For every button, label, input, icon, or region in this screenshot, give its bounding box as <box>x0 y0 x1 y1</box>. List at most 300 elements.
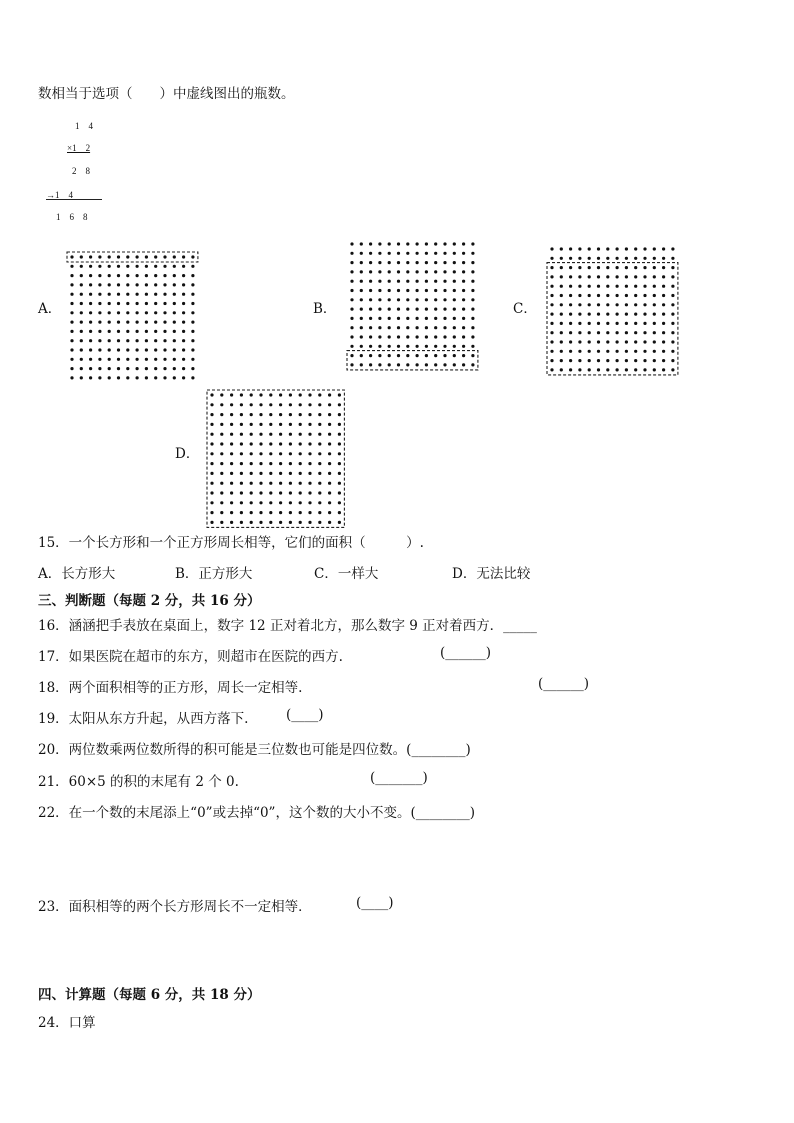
grid-dot <box>328 423 331 426</box>
grid-dot <box>625 359 628 362</box>
grid-dot <box>210 433 213 436</box>
grid-dot <box>397 242 400 245</box>
grid-dot <box>360 317 363 320</box>
grid-dot <box>671 350 674 353</box>
grid-dot <box>70 255 73 258</box>
grid-dot <box>560 340 563 343</box>
grid-dot <box>328 442 331 445</box>
grid-dot <box>328 452 331 455</box>
grid-dot <box>136 376 139 379</box>
grid-dot <box>378 252 381 255</box>
grid-dot <box>416 335 419 338</box>
grid-dot <box>416 270 419 273</box>
grid-dot <box>338 491 341 494</box>
grid-dot <box>259 491 262 494</box>
grid-dot <box>597 350 600 353</box>
grid-dot <box>173 265 176 268</box>
grid-dot <box>220 433 223 436</box>
grid-dot <box>230 442 233 445</box>
grid-dot <box>550 331 553 334</box>
grid-dot <box>388 252 391 255</box>
grid-dot <box>434 242 437 245</box>
grid-dot <box>606 340 609 343</box>
grid-dot <box>328 403 331 406</box>
grid-dot <box>299 433 302 436</box>
grid-dot <box>240 521 243 524</box>
grid-dot <box>616 257 619 260</box>
grid-dot <box>578 359 581 362</box>
grid-dot <box>80 348 83 351</box>
grid-dot <box>443 326 446 329</box>
grid-dot <box>220 511 223 514</box>
grid-dot <box>425 345 428 348</box>
grid-dot <box>671 294 674 297</box>
grid-dot <box>269 501 272 504</box>
grid-dot <box>279 393 282 396</box>
grid-dot <box>173 283 176 286</box>
q15-option-d: D．无法比较 <box>452 566 531 582</box>
grid-dot <box>145 274 148 277</box>
grid-dot <box>191 311 194 314</box>
grid-dot <box>182 339 185 342</box>
grid-dot <box>108 358 111 361</box>
grid-dot <box>240 482 243 485</box>
grid-dot <box>126 348 129 351</box>
mult-line-5: 1 6 8 <box>56 212 88 222</box>
grid-dot <box>388 298 391 301</box>
grid-dot <box>145 358 148 361</box>
grid-dot <box>416 252 419 255</box>
grid-dot <box>653 275 656 278</box>
grid-dot <box>397 345 400 348</box>
grid-dot <box>230 482 233 485</box>
grid-dot <box>89 293 92 296</box>
mult-underline <box>46 199 102 200</box>
grid-dot <box>289 482 292 485</box>
grid-dot <box>671 247 674 250</box>
grid-dot <box>70 367 73 370</box>
grid-dot <box>318 393 321 396</box>
grid-dot <box>388 270 391 273</box>
grid-dot <box>80 302 83 305</box>
grid-dot <box>671 368 674 371</box>
grid-dot <box>471 308 474 311</box>
grid-dot <box>173 274 176 277</box>
grid-dot <box>416 317 419 320</box>
grid-dot <box>471 326 474 329</box>
grid-dot <box>191 283 194 286</box>
grid-dot <box>230 452 233 455</box>
grid-dot <box>299 511 302 514</box>
grid-dot <box>606 350 609 353</box>
q19-answer-blank[interactable]: (____) <box>286 707 324 723</box>
grid-dot <box>108 265 111 268</box>
grid-dot <box>406 317 409 320</box>
grid-dot <box>634 257 637 260</box>
grid-dot <box>350 363 353 366</box>
grid-dot <box>360 335 363 338</box>
grid-dot <box>471 317 474 320</box>
grid-dot <box>108 367 111 370</box>
grid-dot <box>308 452 311 455</box>
q17: 17．如果医院在超市的东方，则超市在医院的西方. <box>38 649 343 665</box>
grid-dot <box>108 274 111 277</box>
grid-dot <box>98 283 101 286</box>
option-c-label: C． <box>513 301 537 317</box>
q15-option-a: A．长方形大 <box>38 566 116 582</box>
q15-option-b: B．正方形大 <box>175 566 253 582</box>
grid-dot <box>578 303 581 306</box>
grid-dot <box>643 275 646 278</box>
grid-dot <box>560 275 563 278</box>
grid-dot <box>606 257 609 260</box>
grid-dot <box>230 491 233 494</box>
grid-dot <box>163 311 166 314</box>
grid-dot <box>378 280 381 283</box>
grid-dot <box>634 350 637 353</box>
grid-dot <box>550 322 553 325</box>
grid-dot <box>89 367 92 370</box>
grid-dot <box>350 308 353 311</box>
grid-dot <box>98 265 101 268</box>
grid-dot <box>471 345 474 348</box>
grid-dot <box>70 330 73 333</box>
grid-dot <box>397 252 400 255</box>
grid-dot <box>350 270 353 273</box>
grid-dot <box>625 350 628 353</box>
grid-dot <box>671 322 674 325</box>
q16: 16．涵涵把手表放在桌面上，数字 12 正对着北方，那么数字 9 正对着西方．_____ <box>38 618 537 634</box>
grid-dot <box>269 521 272 524</box>
grid-dot <box>588 340 591 343</box>
grid-dot <box>597 322 600 325</box>
grid-dot <box>173 311 176 314</box>
grid-dot <box>191 255 194 258</box>
grid-dot <box>350 354 353 357</box>
grid-dot <box>578 313 581 316</box>
grid-dot <box>443 261 446 264</box>
grid-dot <box>416 345 419 348</box>
grid-dot <box>240 511 243 514</box>
grid-dot <box>569 266 572 269</box>
grid-dot <box>136 265 139 268</box>
grid-dot <box>89 376 92 379</box>
grid-dot <box>108 348 111 351</box>
grid-dot <box>569 350 572 353</box>
grid-dot <box>597 368 600 371</box>
grid-dot <box>240 491 243 494</box>
grid-dot <box>108 255 111 258</box>
grid-dot <box>289 462 292 465</box>
grid-dot <box>182 376 185 379</box>
grid-dot <box>369 335 372 338</box>
grid-dot <box>653 313 656 316</box>
grid-dot <box>117 348 120 351</box>
grid-dot <box>634 359 637 362</box>
grid-dot <box>434 261 437 264</box>
grid-dot <box>425 326 428 329</box>
grid-dot <box>163 255 166 258</box>
grid-dot <box>578 322 581 325</box>
grid-dot <box>154 376 157 379</box>
grid-dot <box>671 359 674 362</box>
grid-dot <box>279 403 282 406</box>
dot-grid-option-c <box>540 240 690 365</box>
grid-dot <box>588 285 591 288</box>
grid-dot <box>625 294 628 297</box>
grid-dot <box>240 433 243 436</box>
grid-dot <box>653 359 656 362</box>
grid-dot <box>98 321 101 324</box>
grid-dot <box>126 321 129 324</box>
grid-dot <box>434 345 437 348</box>
grid-dot <box>89 330 92 333</box>
grid-dot <box>616 368 619 371</box>
grid-dot <box>578 285 581 288</box>
grid-dot <box>70 274 73 277</box>
grid-dot <box>471 270 474 273</box>
grid-dot <box>434 270 437 273</box>
grid-dot <box>117 339 120 342</box>
grid-dot <box>643 322 646 325</box>
grid-dot <box>643 359 646 362</box>
grid-dot <box>173 339 176 342</box>
grid-dot <box>360 270 363 273</box>
grid-dot <box>240 452 243 455</box>
grid-dot <box>328 462 331 465</box>
grid-dot <box>597 359 600 362</box>
grid-dot <box>136 274 139 277</box>
q21-answer-blank[interactable]: (_______) <box>370 770 428 786</box>
grid-dot <box>191 293 194 296</box>
grid-dot <box>634 275 637 278</box>
grid-dot <box>550 294 553 297</box>
grid-dot <box>98 376 101 379</box>
grid-dot <box>220 413 223 416</box>
grid-dot <box>117 311 120 314</box>
grid-dot <box>163 376 166 379</box>
grid-dot <box>308 393 311 396</box>
grid-dot <box>210 442 213 445</box>
grid-dot <box>136 348 139 351</box>
grid-dot <box>308 413 311 416</box>
grid-dot <box>289 403 292 406</box>
grid-dot <box>350 335 353 338</box>
grid-dot <box>578 247 581 250</box>
mult-line-4: →1 4 <box>46 190 74 200</box>
grid-dot <box>616 303 619 306</box>
option-b-label: B． <box>313 301 337 317</box>
grid-dot <box>406 280 409 283</box>
grid-dot <box>126 293 129 296</box>
grid-dot <box>616 331 619 334</box>
grid-dot <box>416 280 419 283</box>
grid-dot <box>191 358 194 361</box>
grid-dot <box>318 462 321 465</box>
grid-dot <box>588 368 591 371</box>
grid-dot <box>416 363 419 366</box>
grid-dot <box>462 335 465 338</box>
grid-dot <box>443 270 446 273</box>
grid-dot <box>145 255 148 258</box>
grid-dot <box>597 294 600 297</box>
grid-dot <box>406 326 409 329</box>
grid-dot <box>338 393 341 396</box>
grid-dot <box>588 359 591 362</box>
q14-intro: 数相当于选项（ ）中虚线图出的瓶数。 <box>38 86 295 102</box>
grid-dot <box>550 350 553 353</box>
grid-dot <box>434 289 437 292</box>
grid-dot <box>308 482 311 485</box>
grid-dot <box>145 302 148 305</box>
grid-dot <box>108 283 111 286</box>
grid-dot <box>462 242 465 245</box>
grid-dot <box>338 501 341 504</box>
grid-dot <box>163 321 166 324</box>
grid-dot <box>662 350 665 353</box>
grid-dot <box>182 321 185 324</box>
grid-dot <box>569 257 572 260</box>
grid-dot <box>634 303 637 306</box>
grid-dot <box>240 472 243 475</box>
grid-dot <box>279 472 282 475</box>
grid-dot <box>606 331 609 334</box>
grid-dot <box>279 482 282 485</box>
grid-dot <box>550 368 553 371</box>
grid-dot <box>569 285 572 288</box>
grid-dot <box>173 330 176 333</box>
grid-dot <box>154 339 157 342</box>
q23-answer-blank[interactable]: (____) <box>356 895 394 911</box>
grid-dot <box>117 302 120 305</box>
grid-dot <box>108 321 111 324</box>
grid-dot <box>443 289 446 292</box>
grid-dot <box>569 359 572 362</box>
grid-dot <box>117 293 120 296</box>
grid-dot <box>191 330 194 333</box>
grid-dot <box>289 423 292 426</box>
grid-dot <box>471 363 474 366</box>
grid-dot <box>397 289 400 292</box>
grid-dot <box>369 354 372 357</box>
grid-dot <box>625 266 628 269</box>
grid-dot <box>434 317 437 320</box>
grid-dot <box>308 403 311 406</box>
grid-dot <box>210 413 213 416</box>
grid-dot <box>117 376 120 379</box>
option-d-label: D． <box>175 446 200 462</box>
grid-dot <box>117 358 120 361</box>
grid-dot <box>369 242 372 245</box>
grid-dot <box>163 348 166 351</box>
grid-dot <box>126 255 129 258</box>
grid-dot <box>360 252 363 255</box>
grid-dot <box>240 442 243 445</box>
grid-dot <box>653 294 656 297</box>
grid-dot <box>653 285 656 288</box>
grid-dot <box>328 472 331 475</box>
grid-dot <box>338 521 341 524</box>
grid-dot <box>597 266 600 269</box>
grid-dot <box>569 340 572 343</box>
grid-dot <box>80 255 83 258</box>
grid-dot <box>308 462 311 465</box>
grid-dot <box>406 289 409 292</box>
grid-dot <box>578 350 581 353</box>
grid-dot <box>560 331 563 334</box>
grid-dot <box>550 359 553 362</box>
grid-dot <box>230 521 233 524</box>
grid-dot <box>70 293 73 296</box>
grid-dot <box>662 294 665 297</box>
grid-dot <box>210 423 213 426</box>
grid-dot <box>163 293 166 296</box>
grid-dot <box>671 257 674 260</box>
grid-dot <box>634 294 637 297</box>
q17-answer-blank[interactable]: (______) <box>440 645 492 661</box>
grid-dot <box>269 423 272 426</box>
grid-dot <box>443 308 446 311</box>
grid-dot <box>173 348 176 351</box>
grid-dot <box>163 358 166 361</box>
grid-dot <box>269 442 272 445</box>
grid-dot <box>182 348 185 351</box>
grid-dot <box>443 252 446 255</box>
grid-dot <box>569 313 572 316</box>
grid-dot <box>80 367 83 370</box>
grid-dot <box>89 283 92 286</box>
grid-dot <box>360 363 363 366</box>
grid-dot <box>425 308 428 311</box>
grid-dot <box>318 413 321 416</box>
grid-dot <box>462 261 465 264</box>
grid-dot <box>98 302 101 305</box>
grid-dot <box>462 270 465 273</box>
grid-dot <box>259 403 262 406</box>
grid-dot <box>299 521 302 524</box>
grid-dot <box>606 368 609 371</box>
grid-dot <box>462 308 465 311</box>
q18-answer-blank[interactable]: (______) <box>538 676 590 692</box>
grid-dot <box>462 252 465 255</box>
grid-dot <box>425 298 428 301</box>
grid-dot <box>98 255 101 258</box>
grid-dot <box>434 298 437 301</box>
q21: 21．60×5 的积的末尾有 2 个 0. <box>38 774 239 790</box>
grid-dot <box>425 289 428 292</box>
grid-dot <box>616 275 619 278</box>
grid-dot <box>360 308 363 311</box>
grid-dot <box>378 270 381 273</box>
grid-dot <box>154 283 157 286</box>
grid-dot <box>406 270 409 273</box>
grid-dot <box>163 283 166 286</box>
grid-dot <box>443 354 446 357</box>
grid-dot <box>597 247 600 250</box>
grid-dot <box>338 452 341 455</box>
grid-dot <box>653 303 656 306</box>
grid-dot <box>154 321 157 324</box>
grid-dot <box>269 482 272 485</box>
grid-dot <box>250 413 253 416</box>
grid-dot <box>299 491 302 494</box>
grid-dot <box>89 302 92 305</box>
grid-dot <box>269 511 272 514</box>
grid-dot <box>338 442 341 445</box>
grid-dot <box>299 462 302 465</box>
grid-dot <box>308 472 311 475</box>
grid-dot <box>126 367 129 370</box>
